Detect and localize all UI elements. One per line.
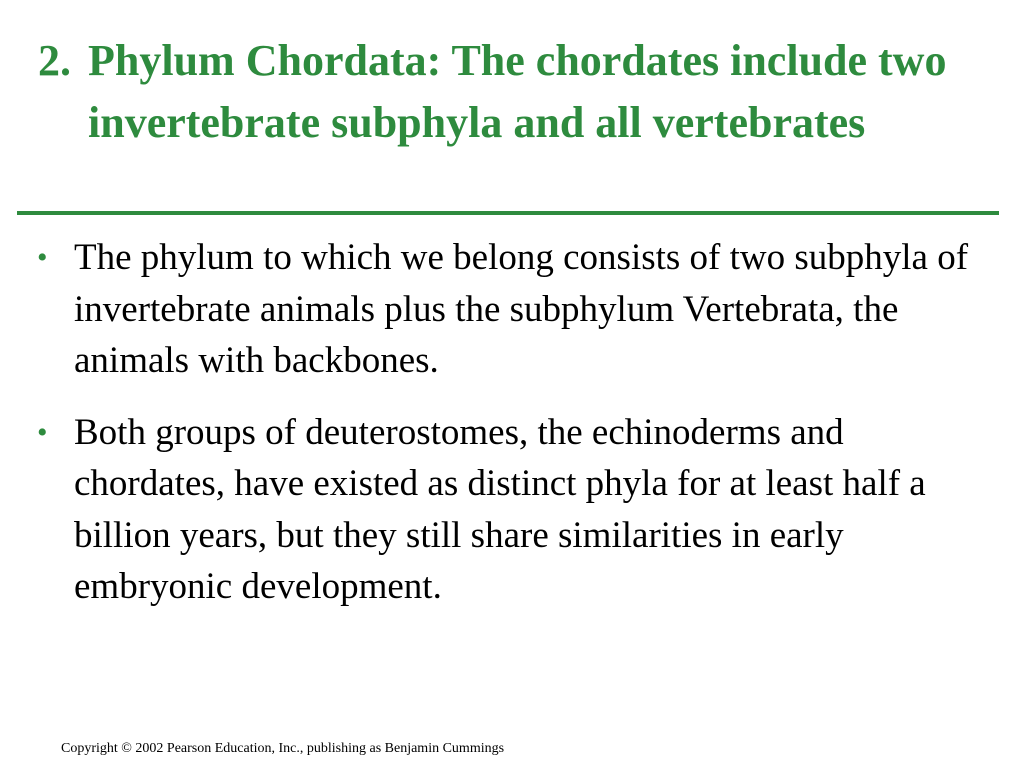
bullet-item: [37, 232, 997, 387]
title-divider: [17, 211, 999, 215]
bullet-marker: •: [37, 415, 48, 449]
bullet-list: [37, 232, 997, 633]
title-text: Phylum Chordata: The chordates include two invertebrate subphyla and all vertebrates: [88, 36, 947, 147]
bullet-text: Both groups of deuterostomes, the echinoderms and chordates, have existed as distinct phyla for at least half a billion years, but they still share similarities in early embryonic development.: [74, 411, 926, 607]
bullet-item: [37, 407, 997, 613]
bullet-text: The phylum to which we belong consists of two subphyla of invertebrate animals plus the subphylum Vertebrata, the animals with backbones.: [74, 237, 969, 381]
copyright-footer: Copyright © 2002 Pearson Education, Inc., publishing as Benjamin Cummings: [61, 741, 505, 756]
bullet-marker: •: [37, 241, 48, 274]
title-number: 2.: [38, 36, 71, 85]
slide-title: [38, 30, 1008, 154]
